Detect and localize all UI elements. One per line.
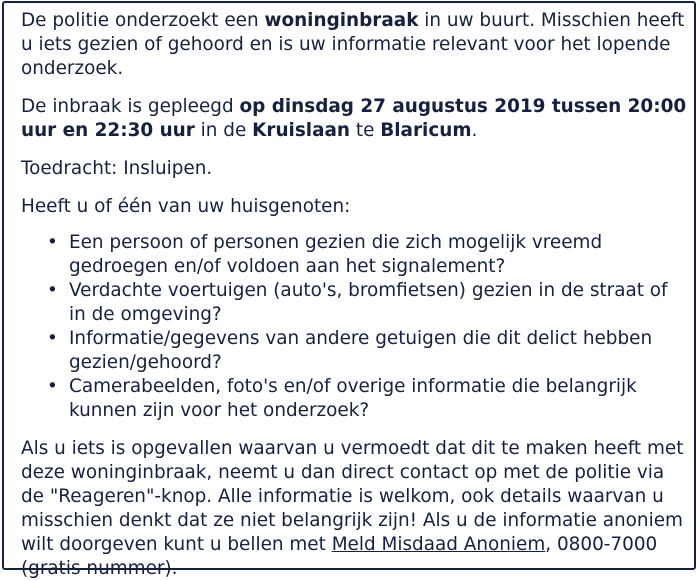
question-paragraph: Heeft u of één van uw huisgenoten:	[21, 196, 351, 217]
incident-text-2: in de	[194, 120, 253, 141]
question-list	[21, 231, 689, 423]
bullet-icon: •	[47, 280, 58, 301]
intro-text-rest: in uw buurt. Misschien heeft u iets gezien of gehoord en is uw informatie relevant voor het lopende onderzoek.	[21, 10, 685, 79]
intro-paragraph	[21, 9, 689, 81]
list-item-text: Camerabeelden, foto's en/of overige informatie die belangrijk kunnen zijn voor het onderzoek?	[69, 376, 637, 421]
incident-paragraph	[21, 95, 689, 143]
intro-text: De politie onderzoekt een	[21, 10, 265, 31]
list-item	[47, 327, 689, 375]
bullet-icon: •	[47, 376, 58, 397]
list-item-text: Een persoon of personen gezien die zich mogelijk vreemd gedroegen en/of voldoen aan het signalement?	[69, 232, 603, 277]
bullet-icon: •	[47, 232, 58, 253]
list-item	[47, 231, 689, 279]
incident-text-3: te	[350, 120, 381, 141]
list-item	[47, 375, 689, 423]
method-paragraph: Toedracht: Insluipen.	[21, 158, 213, 179]
incident-date-time: op dinsdag 27 augustus 2019 tussen 20:00 uur en 22:30 uur	[21, 96, 687, 141]
list-item-text: Verdachte voertuigen (auto's, bromfietsen) gezien in de straat of in de omgeving?	[69, 280, 668, 325]
notice-content	[21, 5, 689, 581]
meld-misdaad-anoniem-link[interactable]: Meld Misdaad Anoniem	[331, 534, 546, 555]
outro-paragraph	[21, 437, 689, 581]
list-item-text: Informatie/gegevens van andere getuigen die dit delict hebben gezien/gehoord?	[69, 328, 653, 373]
bullet-icon: •	[47, 328, 58, 349]
incident-text: De inbraak is gepleegd	[21, 96, 240, 117]
crime-type: woninginbraak	[264, 10, 419, 31]
list-item	[47, 279, 689, 327]
incident-text-4: .	[471, 120, 478, 141]
outro-text: Als u iets is opgevallen waarvan u vermoedt dat dit te maken heeft met deze woninginbraak, neemt u dan direct contact op met de politie via de "Reageren"-knop. Alle informatie is welkom, ook details waarvan u misschien denkt dat ze niet belangrijk zijn! Als u de informatie anoniem wilt doorgeven kunt u bellen met	[21, 438, 684, 555]
notice-panel	[2, 1, 696, 579]
incident-street: Kruislaan	[252, 120, 351, 141]
incident-city: Blaricum	[380, 120, 472, 141]
outro-text-rest: , 0800-7000 (gratis nummer).	[21, 534, 658, 579]
